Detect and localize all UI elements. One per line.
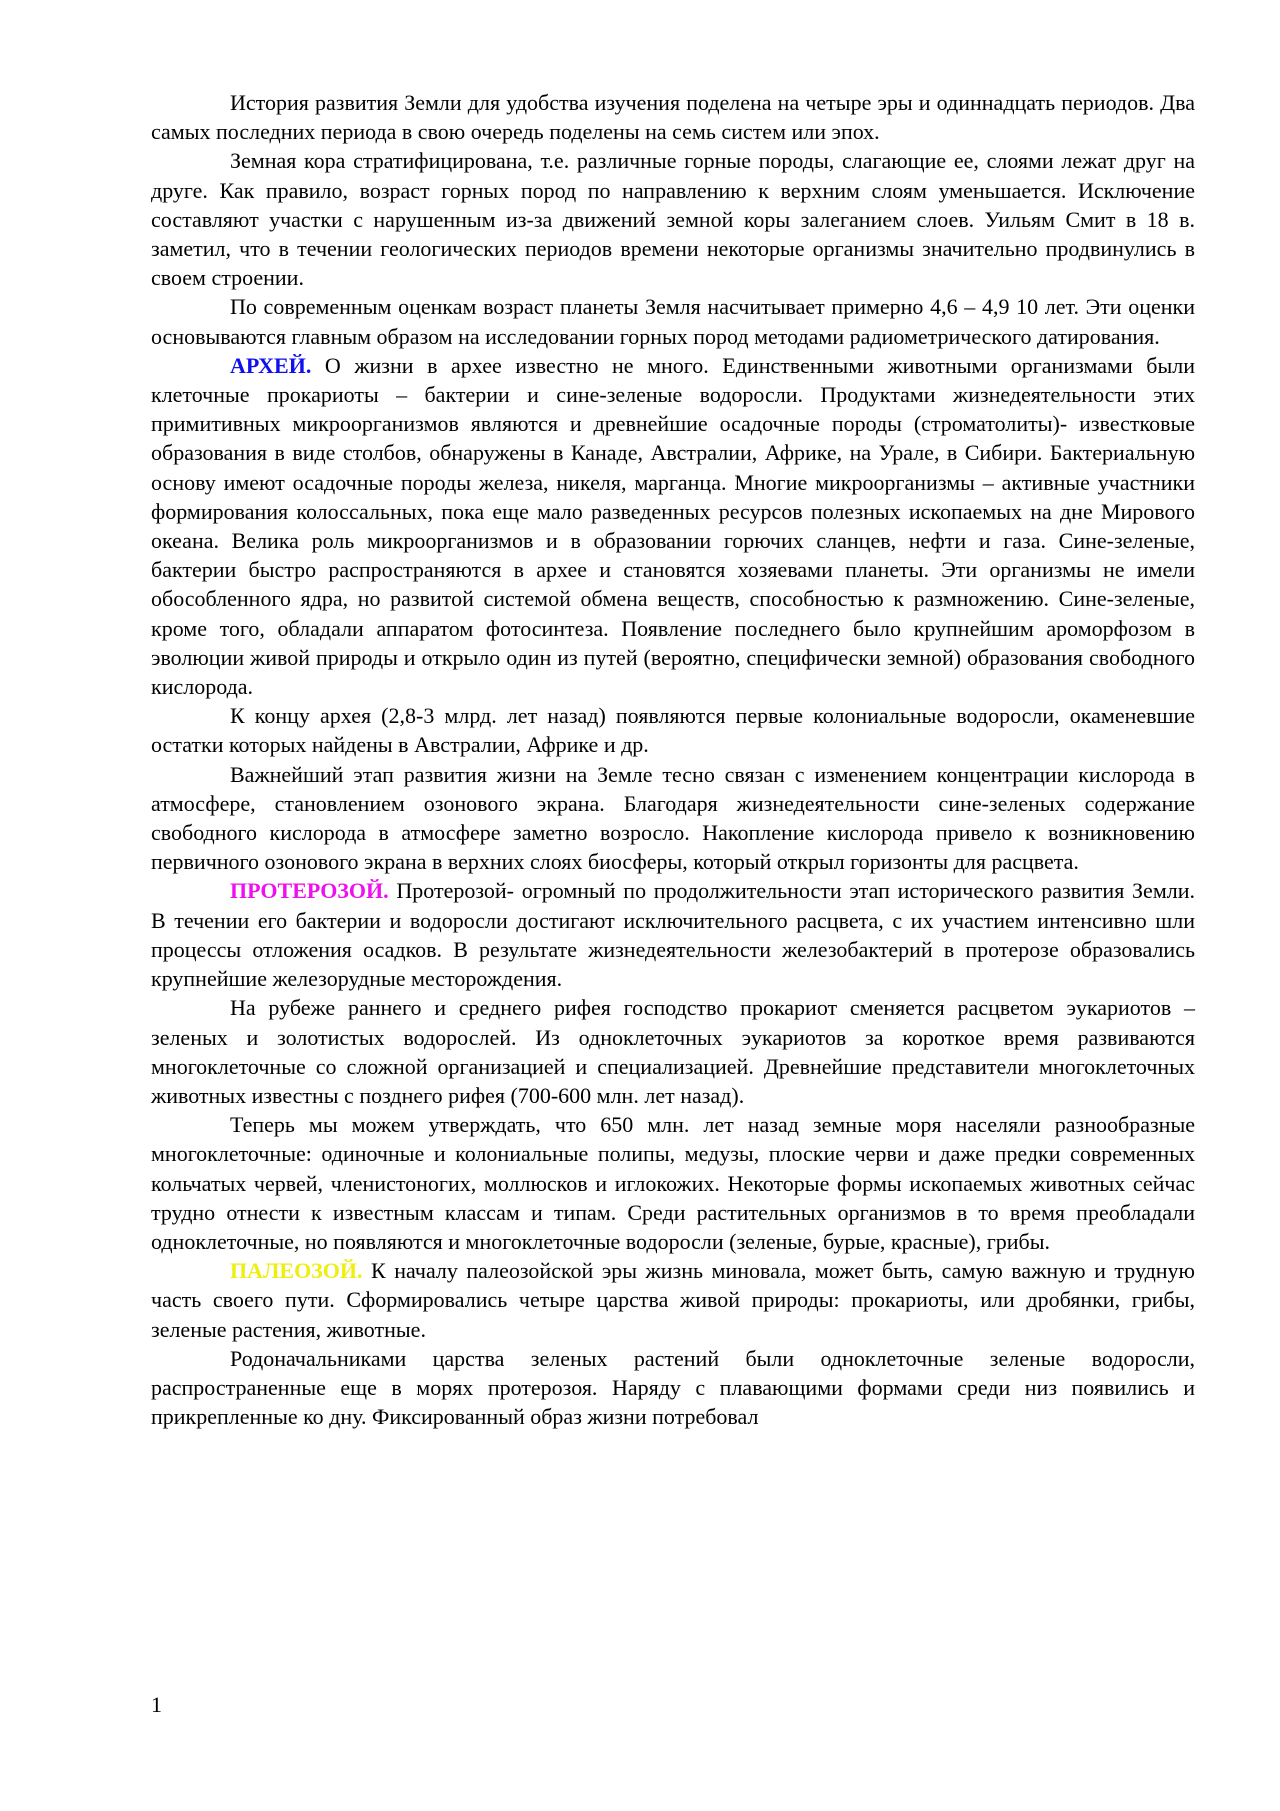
paleozoic-heading: ПАЛЕОЗОЙ. (230, 1258, 363, 1284)
paragraph-archean (151, 351, 1195, 701)
page-number: 1 (151, 1692, 162, 1717)
paragraph-oxygen: Важнейший этап развития жизни на Земле тесно связан с изменением концентрации кислорода в атмосфере, становлением озонового экрана. Благодаря жизнедеятельности сине-зеленых содержание свободного кислорода в атмосфере заметно возросло. Накопление кислорода привело к возникновению первичного озонового экрана в верхних слоях биосферы, который открыл горизонты для расцвета. (151, 761, 1195, 875)
paragraph-stratification: Земная кора стратифицирована, т.е. различные горные породы, слагающие ее, слоями лежат друг на друге. Как правило, возраст горных пород по направлению к верхним слоям уменьшается. Исключение составляют участки с нарушенным из-за движений земной коры залеганием слоев. Уильям Смит в 18 в. заметил, что в течении геологических периодов времени некоторые организмы значительно продвинулись в своем строении. (151, 148, 1195, 291)
proterozoic-heading: ПРОТЕРОЗОЙ. (230, 878, 389, 904)
paragraph-intro: История развития Земли для удобства изучения поделена на четыре эры и одиннадцать периодов. Два самых последних периода в свою очередь поделены на семь систем или эпох. (151, 90, 1195, 145)
paragraph-archean-end: К концу архея (2,8-3 млрд. лет назад) появляются первые колониальные водоросли, окаменевшие остатки которых найдены в Австралии, Африке и др. (151, 703, 1195, 758)
paragraph-riphean: На рубеже раннего и среднего рифея господство прокариот сменяется расцветом эукариотов – зеленых и золотистых водорослей. Из одноклеточных эукариотов за короткое время развиваются многоклеточные со сложной организацией и специализацией. Древнейшие представители многоклеточных животных известны с позднего рифея (700-600 млн. лет назад). (151, 995, 1195, 1108)
paleozoic-text: К началу палеозойской эры жизнь миновала, может быть, самую важную и трудную часть своего пути. Сформировались четыре царства живой природы: прокариоты, или дробянки, грибы, зеленые растения, животные. (151, 1258, 1195, 1342)
paragraph-proterozoic (151, 876, 1195, 993)
proterozoic-text: Протерозой- огромный по продолжительности этап исторического развития Земли. В течении его бактерии и водоросли достигают исключительного расцвета, с их участием интенсивно шли процессы отложения осадков. В результате жизнедеятельности железобактерий в протерозе образовались крупнейшие железорудные месторождения. (151, 878, 1195, 992)
paragraph-fauna: Теперь мы можем утверждать, что 650 млн. лет назад земные моря населяли разнообразные многоклеточные: одиночные и колониальные полипы, медузы, плоские черви и даже предки современных кольчатых червей, членистоногих, моллюсков и иглокожих. Некоторые формы ископаемых животных сейчас трудно отнести к известным классам и типам. Среди растительных организмов в то время преобладали одноклеточные, но появляются и многоклеточные водоросли (зеленые, бурые, красные), грибы. (151, 1112, 1195, 1254)
archean-text: О жизни в архее известно не много. Единственными животными организмами были клеточные прокариоты – бактерии и сине-зеленые водоросли. Продуктами жизнедеятельности этих примитивных микроорганизмов являются и древнейшие осадочные породы (строматолиты)- известковые образования в виде столбов, обнаружены в Канаде, Австралии, Африке, на Урале, в Сибири. Бактериальную основу имеют осадочные породы железа, никеля, марганца. Многие микроорганизмы – активные участники формирования колоссальных, пока еще мало разведенных ресурсов полезных ископаемых на дне Мирового океана. Велика роль микроорганизмов и в образовании горючих сланцев, нефти и газа. Сине-зеленые, бактерии быстро распространяются в архее и становятся хозяевами планеты. Эти организмы не имели обособленного ядра, но развитой системой обмена веществ, способностью к размножению. Сине-зеленые, кроме того, обладали аппаратом фотосинтеза. Появление последнего было крупнейшим ароморфозом в эволюции живой природы и открыло один из путей (вероятно, специфически земной) образования свободного кислорода. (151, 352, 1195, 700)
paragraph-plants: Родоначальниками царства зеленых растений были одноклеточные зеленые водоросли, распространенные еще в морях протерозоя. Наряду с плавающими формами среди низ появились и прикрепленные ко дну. Фиксированный образ жизни потребовал (151, 1345, 1195, 1430)
paragraph-paleozoic (151, 1256, 1195, 1344)
archean-heading: АРХЕЙ. (230, 352, 312, 378)
paragraph-age: По современным оценкам возраст планеты Земля насчитывает примерно 4,6 – 4,9 10 лет. Эти оценки основываются главным образом на исследовании горных пород методами радиометрического датирования. (151, 294, 1195, 349)
document-page (151, 88, 1195, 1431)
